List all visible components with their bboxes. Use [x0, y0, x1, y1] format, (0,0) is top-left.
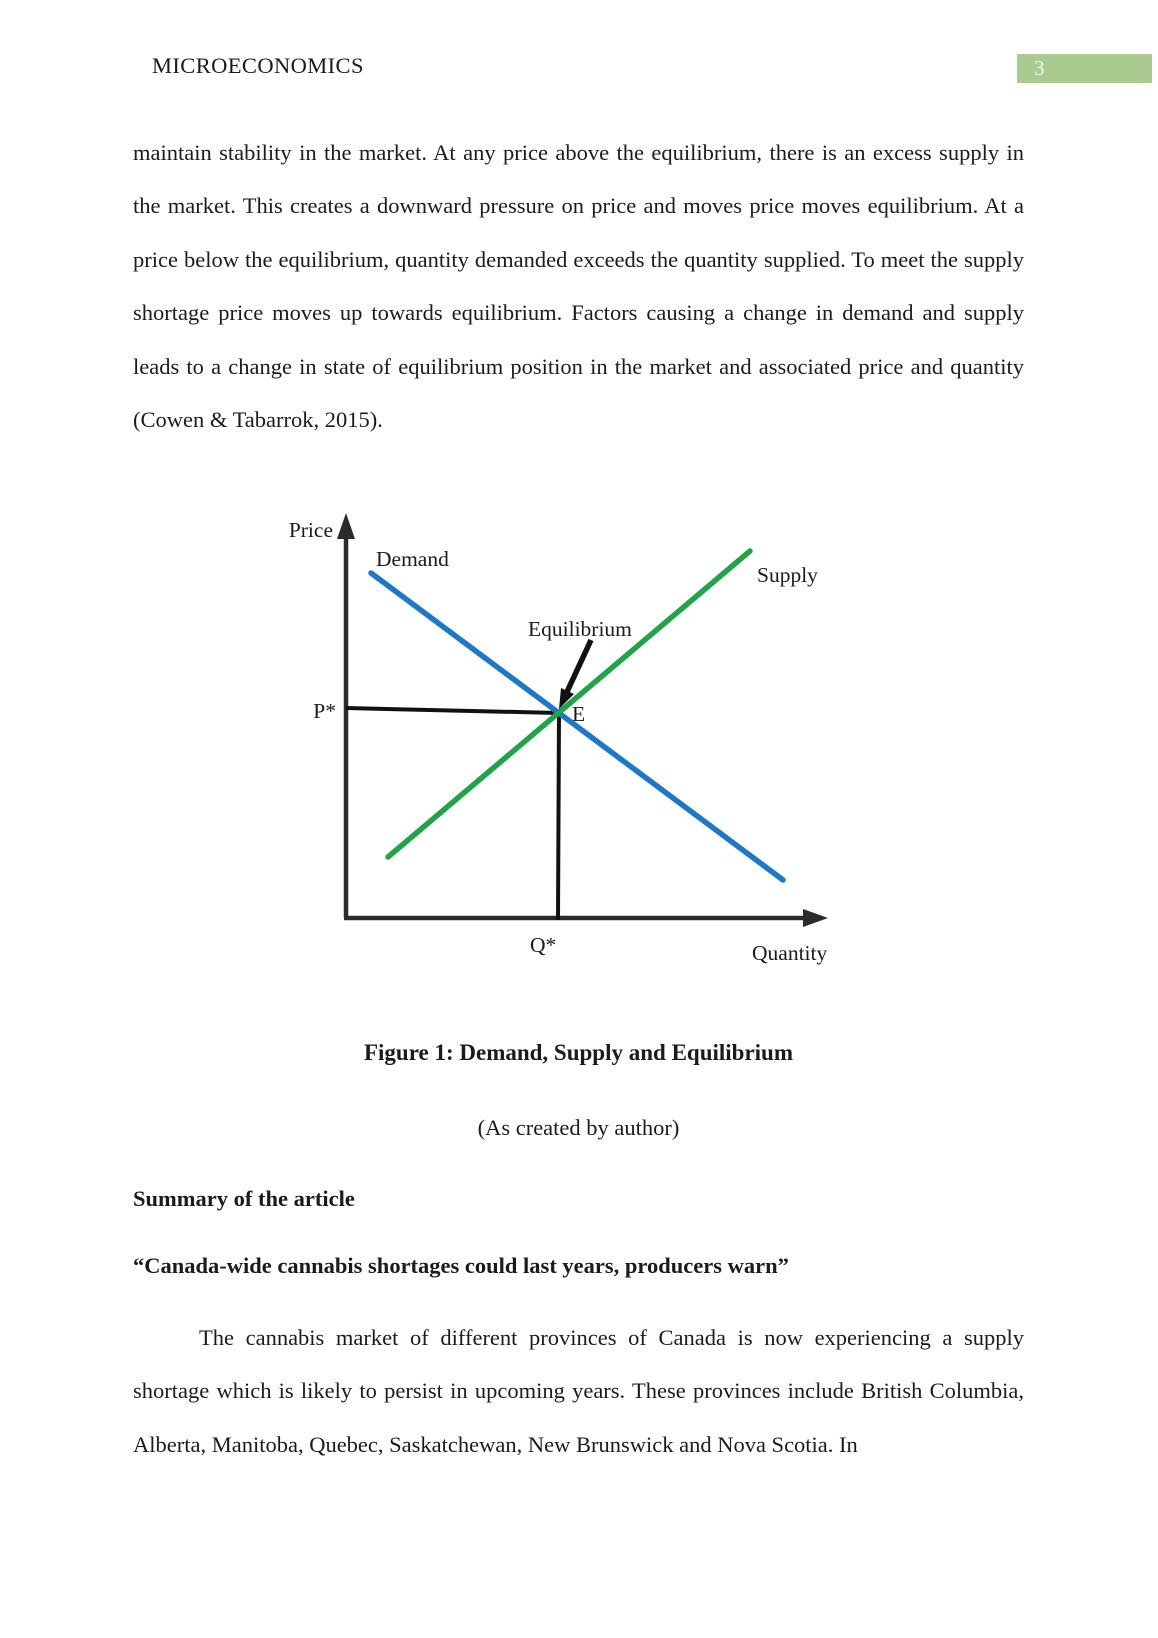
- summary-heading: Summary of the article: [133, 1186, 355, 1211]
- quantity-reference-line: [558, 713, 559, 920]
- figure-credit: (As created by author): [477, 1115, 680, 1140]
- figure-caption: Figure 1: Demand, Supply and Equilibrium: [363, 1040, 794, 1065]
- y-axis-arrowhead-icon: [337, 513, 355, 539]
- quantity-marker-label: Q*: [530, 933, 557, 957]
- equilibrium-label: Equilibrium: [528, 617, 632, 641]
- price-marker-label: P*: [313, 699, 336, 723]
- article-title-heading: “Canada-wide cannabis shortages could last years, producers warn”: [133, 1253, 789, 1278]
- page-number: 3: [1034, 56, 1045, 80]
- supply-label: Supply: [757, 563, 818, 587]
- y-axis-label: Price: [288, 518, 333, 542]
- supply-line: [388, 551, 750, 857]
- price-reference-line: [346, 708, 559, 713]
- equilibrium-point-label: E: [572, 702, 586, 726]
- running-head-title: MICROECONOMICS: [152, 53, 364, 78]
- page-number-badge: [1017, 54, 1152, 83]
- x-axis-arrowhead-icon: [803, 909, 828, 927]
- demand-label: Demand: [376, 547, 449, 571]
- body-paragraph-equilibrium: maintain stability in the market. At any price above the equilibrium, there is an excess supply in the market. This creates a downward pressure on price and moves price moves equilibrium. At a price below the equilibrium, quantity demanded exceeds the quantity supplied. To meet the supply shortage price moves up towards equilibrium. Factors causing a change in demand and supply leads to a change in state of equilibrium position in the market and associated price and quantity (Cowen & Tabarrok, 2015).: [133, 140, 1024, 433]
- supply-demand-figure: [260, 478, 850, 978]
- x-axis-label: Quantity: [752, 941, 828, 965]
- body-paragraph-cannabis: The cannabis market of different provinces of Canada is now experiencing a supply shortage which is likely to persist in upcoming years. These provinces include British Columbia, Alberta, Manitoba, Quebec, Saskatchewan, New Brunswick and Nova Scotia. In: [133, 1325, 1024, 1457]
